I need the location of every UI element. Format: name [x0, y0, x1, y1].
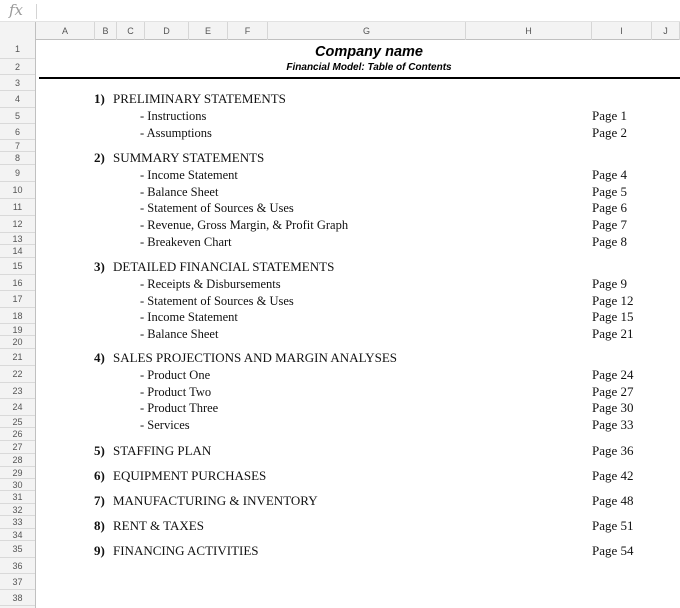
toc-section — [94, 468, 266, 484]
toc-item: - Statement of Sources & Uses — [140, 294, 294, 308]
toc-item-page: Page 15 — [592, 309, 634, 324]
column-header-f[interactable]: F — [228, 22, 268, 40]
row-header-8[interactable]: 8 — [0, 152, 35, 165]
row-header-10[interactable]: 10 — [0, 182, 35, 199]
toc-item: - Instructions — [140, 109, 207, 123]
row-header-bar — [0, 40, 36, 608]
column-header-b[interactable]: B — [95, 22, 117, 40]
company-name: Company name — [315, 44, 423, 60]
row-header-29[interactable]: 29 — [0, 467, 35, 479]
row-header-9[interactable]: 9 — [0, 165, 35, 182]
toc-section-number: 8) — [94, 518, 105, 533]
toc-item-page: Page 6 — [592, 200, 628, 215]
column-header-j[interactable]: J — [652, 22, 680, 40]
toc-section — [94, 443, 211, 459]
toc-item-page: Page 4 — [592, 167, 628, 182]
column-header-a[interactable]: A — [36, 22, 95, 40]
row-header-14[interactable]: 14 — [0, 245, 35, 258]
column-header-h[interactable]: H — [466, 22, 592, 40]
row-header-28[interactable]: 28 — [0, 454, 35, 467]
column-header-bar — [0, 22, 680, 40]
formula-divider — [36, 4, 37, 19]
formula-input[interactable] — [40, 1, 670, 21]
row-header-30[interactable]: 30 — [0, 479, 35, 491]
toc-section-page: Page 42 — [592, 468, 634, 483]
toc-section — [94, 91, 286, 107]
row-header-21[interactable]: 21 — [0, 349, 35, 366]
row-header-35[interactable]: 35 — [0, 541, 35, 558]
fx-icon: fx — [9, 1, 24, 19]
toc-section-page: Page 51 — [592, 518, 634, 533]
toc-section-page: Page 54 — [592, 543, 634, 558]
toc-section-title: MANUFACTURING & INVENTORY — [113, 493, 318, 508]
toc-item-page: Page 8 — [592, 234, 628, 249]
row-header-15[interactable]: 15 — [0, 258, 35, 275]
toc-section — [94, 518, 204, 534]
row-header-23[interactable]: 23 — [0, 383, 35, 399]
column-header-c[interactable]: C — [117, 22, 145, 40]
toc-section — [94, 259, 334, 275]
row-header-24[interactable]: 24 — [0, 399, 35, 416]
select-all-corner[interactable] — [0, 22, 36, 40]
toc-section-title: SALES PROJECTIONS AND MARGIN ANALYSES — [113, 350, 398, 365]
toc-section-title: EQUIPMENT PURCHASES — [113, 468, 267, 483]
row-header-3[interactable]: 3 — [0, 75, 35, 91]
toc-section-title: FINANCING ACTIVITIES — [113, 543, 259, 558]
row-header-34[interactable]: 34 — [0, 529, 35, 541]
toc-section — [94, 493, 318, 509]
toc-item: - Revenue, Gross Margin, & Profit Graph — [140, 218, 349, 232]
row-header-11[interactable]: 11 — [0, 199, 35, 216]
row-header-5[interactable]: 5 — [0, 108, 35, 124]
toc-item: - Product One — [140, 368, 211, 382]
toc-item: - Receipts & Disbursements — [140, 277, 281, 291]
row-header-36[interactable]: 36 — [0, 558, 35, 574]
row-header-25[interactable]: 25 — [0, 416, 35, 428]
toc-section — [94, 150, 264, 166]
row-header-37[interactable]: 37 — [0, 574, 35, 590]
toc-item-page: Page 7 — [592, 217, 628, 232]
toc-item-page: Page 5 — [592, 184, 628, 199]
row-header-16[interactable]: 16 — [0, 275, 35, 291]
column-header-e[interactable]: E — [189, 22, 228, 40]
row-header-2[interactable]: 2 — [0, 59, 35, 75]
toc-section-number: 7) — [94, 493, 105, 508]
toc-item: - Statement of Sources & Uses — [140, 201, 294, 215]
row-header-22[interactable]: 22 — [0, 366, 35, 383]
toc-section-title: RENT & TAXES — [113, 518, 204, 533]
formula-bar — [0, 0, 680, 22]
sheet-grid[interactable] — [37, 41, 680, 608]
toc-section-number: 4) — [94, 350, 105, 365]
toc-section-title: DETAILED FINANCIAL STATEMENTS — [113, 259, 335, 274]
column-header-d[interactable]: D — [145, 22, 189, 40]
toc-item-page: Page 12 — [592, 293, 634, 308]
row-header-4[interactable]: 4 — [0, 91, 35, 108]
toc-section-page: Page 36 — [592, 443, 634, 458]
row-header-17[interactable]: 17 — [0, 291, 35, 308]
row-header-38[interactable]: 38 — [0, 590, 35, 606]
title-underline — [39, 77, 680, 79]
toc-section-number: 9) — [94, 543, 105, 558]
row-header-31[interactable]: 31 — [0, 491, 35, 504]
toc-item: - Balance Sheet — [140, 327, 219, 341]
toc-item: - Services — [140, 418, 190, 432]
toc-item: - Income Statement — [140, 168, 238, 182]
toc-item-page: Page 24 — [592, 367, 634, 382]
toc-item-page: Page 1 — [592, 108, 628, 123]
toc-item-page: Page 27 — [592, 384, 634, 399]
row-header-1[interactable]: 1 — [0, 40, 35, 59]
toc-section-page: Page 48 — [592, 493, 634, 508]
row-header-18[interactable]: 18 — [0, 308, 35, 324]
toc-item: - Balance Sheet — [140, 185, 219, 199]
toc-item: - Income Statement — [140, 310, 238, 324]
toc-section-title: STAFFING PLAN — [113, 443, 212, 458]
toc-item: - Breakeven Chart — [140, 235, 232, 249]
toc-section-number: 6) — [94, 468, 105, 483]
toc-item: - Product Two — [140, 385, 212, 399]
row-header-12[interactable]: 12 — [0, 216, 35, 233]
toc-item-page: Page 21 — [592, 326, 634, 341]
row-header-20[interactable]: 20 — [0, 336, 35, 349]
toc-item-page: Page 2 — [592, 125, 628, 140]
table-of-contents-subtitle: Financial Model: Table of Contents — [286, 62, 452, 73]
toc-item: - Product Three — [140, 401, 219, 415]
toc-section — [94, 350, 397, 366]
toc-item-page: Page 9 — [592, 276, 628, 291]
toc-section-title: SUMMARY STATEMENTS — [113, 150, 265, 165]
column-header-g[interactable]: G — [268, 22, 466, 40]
toc-item-page: Page 30 — [592, 400, 634, 415]
row-header-27[interactable]: 27 — [0, 441, 35, 454]
toc-section-title: PRELIMINARY STATEMENTS — [113, 91, 286, 106]
row-header-32[interactable]: 32 — [0, 504, 35, 516]
row-header-19[interactable]: 19 — [0, 324, 35, 336]
column-header-i[interactable]: I — [592, 22, 652, 40]
row-header-26[interactable]: 26 — [0, 428, 35, 441]
toc-section-number: 3) — [94, 259, 105, 274]
toc-section-number: 5) — [94, 443, 105, 458]
row-header-13[interactable]: 13 — [0, 233, 35, 245]
toc-item-page: Page 33 — [592, 417, 634, 432]
row-header-6[interactable]: 6 — [0, 124, 35, 140]
row-header-7[interactable]: 7 — [0, 140, 35, 152]
toc-item: - Assumptions — [140, 126, 212, 140]
toc-section — [94, 543, 259, 559]
toc-section-number: 2) — [94, 150, 105, 165]
row-header-33[interactable]: 33 — [0, 516, 35, 529]
toc-section-number: 1) — [94, 91, 105, 106]
